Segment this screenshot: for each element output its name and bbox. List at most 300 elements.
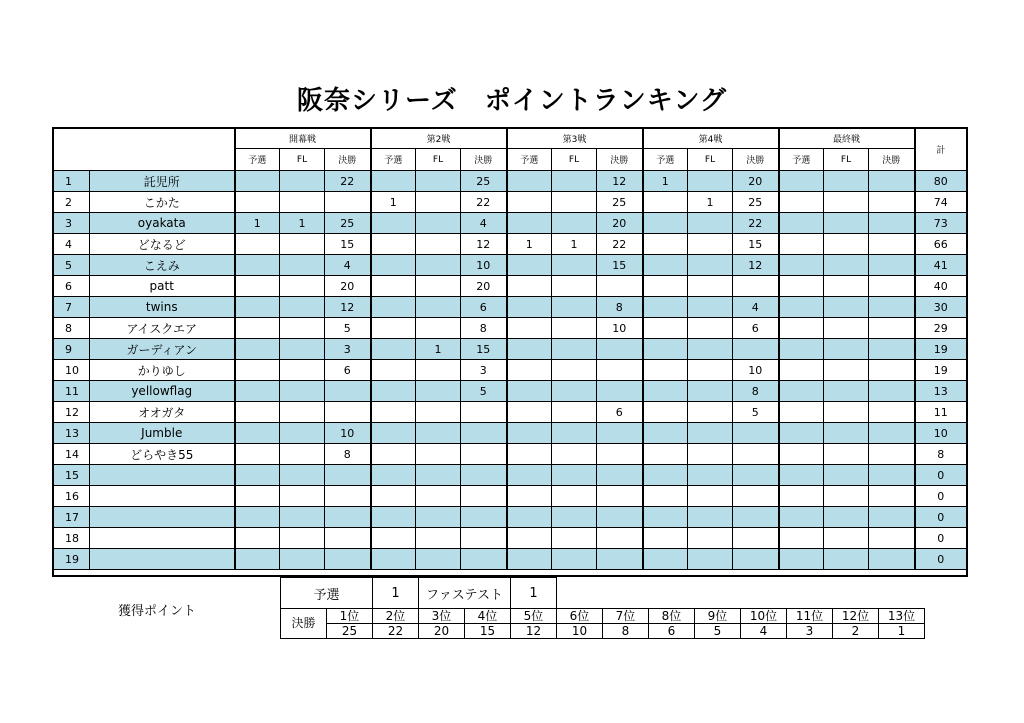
sub-header: 決勝 [325,149,371,171]
points-cell [779,192,824,213]
header-row-events [53,128,967,149]
points-cell [688,339,733,360]
points-cell [688,318,733,339]
points-cell [280,318,325,339]
position-points: 5 [695,624,741,639]
rank-cell: 4 [53,234,90,255]
sub-header: FL [688,149,733,171]
position-label: 8位 [649,609,695,624]
sub-header: FL [416,149,461,171]
points-cell [371,402,416,423]
points-cell: 8 [461,318,507,339]
points-cell [325,465,371,486]
points-cell: 15 [461,339,507,360]
total-cell: 80 [915,171,967,192]
points-cell [824,171,869,192]
points-cell [461,465,507,486]
points-cell: 4 [461,213,507,234]
points-cell [779,549,824,570]
points-cell [235,549,280,570]
points-cell [643,213,688,234]
qualifying-label: 予選 [281,578,373,609]
points-cell [507,192,552,213]
points-cell [461,423,507,444]
points-cell [779,381,824,402]
points-cell [643,549,688,570]
points-cell: 10 [461,255,507,276]
table-row [53,318,967,339]
points-cell [507,507,552,528]
points-cell [688,507,733,528]
points-cell [824,213,869,234]
points-cell [507,339,552,360]
sub-header: 予選 [371,149,416,171]
points-cell [371,297,416,318]
total-cell: 8 [915,444,967,465]
points-cell [824,402,869,423]
sub-header: 予選 [643,149,688,171]
points-cell [235,528,280,549]
points-cell [235,402,280,423]
rank-cell: 9 [53,339,90,360]
points-cell [552,549,597,570]
points-cell [371,528,416,549]
points-cell [643,507,688,528]
points-cell [280,339,325,360]
points-cell [280,360,325,381]
points-cell [597,465,643,486]
position-label: 2位 [373,609,419,624]
points-cell [235,465,280,486]
team-name-cell: twins [90,297,235,318]
points-cell [371,486,416,507]
points-cell [235,507,280,528]
points-cell [779,402,824,423]
points-cell: 25 [597,192,643,213]
position-points: 2 [833,624,879,639]
points-cell [416,297,461,318]
total-cell: 0 [915,528,967,549]
points-cell [325,381,371,402]
points-cell [552,423,597,444]
points-cell [779,213,824,234]
rank-cell: 11 [53,381,90,402]
points-cell [235,171,280,192]
points-cell [416,213,461,234]
total-cell: 30 [915,297,967,318]
points-cell: 1 [416,339,461,360]
points-cell [552,528,597,549]
points-cell [688,423,733,444]
position-points: 8 [603,624,649,639]
points-cell [688,486,733,507]
points-cell [507,318,552,339]
table-row [53,444,967,465]
points-cell [280,234,325,255]
points-cell [552,381,597,402]
table-row [53,528,967,549]
points-cell [733,549,779,570]
points-cell: 15 [597,255,643,276]
team-name-cell: こかた [90,192,235,213]
table-row [53,549,967,570]
points-cell [371,444,416,465]
points-cell: 5 [733,402,779,423]
total-cell: 74 [915,192,967,213]
position-points: 4 [741,624,787,639]
total-cell: 0 [915,486,967,507]
points-cell [461,528,507,549]
points-cell [461,402,507,423]
points-cell [688,234,733,255]
points-cell [235,276,280,297]
total-cell: 10 [915,423,967,444]
event-header: 第4戦 [643,128,779,149]
points-cell [416,423,461,444]
points-cell [824,507,869,528]
points-cell [869,234,915,255]
points-cell [733,423,779,444]
total-header: 計 [915,128,967,171]
points-cell [280,381,325,402]
points-cell [733,276,779,297]
table-row [53,402,967,423]
points-cell [507,171,552,192]
points-cell [597,423,643,444]
points-cell [643,297,688,318]
rank-cell: 2 [53,192,90,213]
table-row [53,255,967,276]
points-cell [643,423,688,444]
position-label: 11位 [787,609,833,624]
points-cell [552,255,597,276]
points-cell [280,423,325,444]
points-cell [371,423,416,444]
points-cell [552,507,597,528]
points-cell [688,276,733,297]
points-cell: 15 [733,234,779,255]
points-cell [869,318,915,339]
points-cell [325,528,371,549]
rank-cell: 17 [53,507,90,528]
points-cell [371,234,416,255]
points-cell [280,171,325,192]
total-cell: 0 [915,507,967,528]
rank-cell: 18 [53,528,90,549]
team-name-cell: 託児所 [90,171,235,192]
event-header: 最終戦 [779,128,915,149]
total-cell: 40 [915,276,967,297]
table-row [53,276,967,297]
points-cell [824,465,869,486]
sub-header: 予選 [507,149,552,171]
points-cell [235,423,280,444]
points-cell: 6 [597,402,643,423]
points-cell [869,255,915,276]
table-row [53,213,967,234]
total-cell: 13 [915,381,967,402]
points-cell [779,423,824,444]
team-name-cell: oyakata [90,213,235,234]
points-cell [280,276,325,297]
points-cell [280,486,325,507]
points-cell [416,507,461,528]
team-name-cell: オオガタ [90,402,235,423]
points-cell [597,444,643,465]
points-cell: 5 [325,318,371,339]
points-cell [280,507,325,528]
points-cell [869,381,915,402]
points-cell [643,255,688,276]
points-cell [869,339,915,360]
sub-header: 決勝 [461,149,507,171]
points-cell [869,276,915,297]
points-cell [461,444,507,465]
table-row [53,486,967,507]
team-name-cell: ガーディアン [90,339,235,360]
team-name-cell: どらやき55 [90,444,235,465]
points-cell [688,381,733,402]
points-cell [235,381,280,402]
points-cell [235,234,280,255]
points-cell: 15 [325,234,371,255]
points-cell [235,444,280,465]
points-cell [507,465,552,486]
total-cell: 73 [915,213,967,234]
points-cell [869,192,915,213]
points-cell [416,465,461,486]
points-cell: 25 [461,171,507,192]
points-cell [643,234,688,255]
total-cell: 0 [915,549,967,570]
points-cell [597,360,643,381]
points-cell [507,486,552,507]
points-cell [461,507,507,528]
position-label: 3位 [419,609,465,624]
points-cell [416,549,461,570]
points-cell [824,423,869,444]
points-cell [779,507,824,528]
points-cell: 22 [597,234,643,255]
rank-cell: 13 [53,423,90,444]
points-cell [552,465,597,486]
points-cell [371,381,416,402]
event-header: 第3戦 [507,128,643,149]
points-cell: 3 [461,360,507,381]
points-cell [552,276,597,297]
points-cell: 20 [461,276,507,297]
team-name-cell: patt [90,276,235,297]
points-cell [507,528,552,549]
points-label: 獲得ポイント [118,604,197,619]
points-cell [371,318,416,339]
points-cell [869,402,915,423]
points-cell [643,444,688,465]
points-cell [824,549,869,570]
table-row [53,360,967,381]
position-points: 1 [879,624,925,639]
header-corner [53,128,235,171]
points-cell: 8 [597,297,643,318]
points-table [280,577,925,639]
points-cell [643,402,688,423]
sub-header: 予選 [235,149,280,171]
rank-cell: 3 [53,213,90,234]
points-cell [371,465,416,486]
points-cell [280,402,325,423]
points-cell [643,465,688,486]
fastest-label: ファステスト [419,578,511,609]
points-cell [779,276,824,297]
final-label: 決勝 [281,609,327,639]
points-cell [688,297,733,318]
points-cell [869,213,915,234]
points-cell [371,255,416,276]
points-cell [733,444,779,465]
sub-header: 予選 [779,149,824,171]
points-cell [779,318,824,339]
rank-cell: 15 [53,465,90,486]
points-cell [643,528,688,549]
points-cell [416,381,461,402]
fastest-value: 1 [511,578,557,609]
sub-header: FL [280,149,325,171]
team-name-cell: Jumble [90,423,235,444]
points-cell [824,276,869,297]
position-label: 9位 [695,609,741,624]
points-cell [416,402,461,423]
table-row [53,192,967,213]
position-points: 12 [511,624,557,639]
sub-header: 決勝 [597,149,643,171]
position-label: 12位 [833,609,879,624]
points-cell [597,507,643,528]
points-cell: 8 [733,381,779,402]
points-cell [779,297,824,318]
points-cell [416,276,461,297]
points-cell [552,213,597,234]
total-cell: 11 [915,402,967,423]
points-cell [280,528,325,549]
points-cell [643,486,688,507]
points-cell [688,171,733,192]
points-cell [507,255,552,276]
points-cell [643,318,688,339]
points-cell: 10 [733,360,779,381]
points-cell [416,234,461,255]
rank-cell: 12 [53,402,90,423]
rank-cell: 10 [53,360,90,381]
total-cell: 29 [915,318,967,339]
points-cell: 20 [733,171,779,192]
rank-cell: 6 [53,276,90,297]
points-cell: 20 [597,213,643,234]
rank-cell: 19 [53,549,90,570]
rank-cell: 8 [53,318,90,339]
points-cell [824,318,869,339]
points-cell: 25 [733,192,779,213]
table-row [53,339,967,360]
position-points: 20 [419,624,465,639]
points-cell: 12 [597,171,643,192]
points-cell [597,381,643,402]
points-cell [869,549,915,570]
points-filler [557,578,925,609]
points-cell [325,507,371,528]
ranking-table [52,127,967,570]
points-cell [688,549,733,570]
points-cell: 1 [280,213,325,234]
points-cell [280,192,325,213]
points-cell [461,486,507,507]
points-cell [325,192,371,213]
points-cell [688,213,733,234]
points-cell [779,255,824,276]
points-cell [733,528,779,549]
points-cell [597,276,643,297]
points-cell [371,276,416,297]
points-cell [597,528,643,549]
total-cell: 19 [915,339,967,360]
points-cell: 6 [733,318,779,339]
position-points: 6 [649,624,695,639]
points-cell: 22 [461,192,507,213]
points-cell [824,360,869,381]
rank-cell: 16 [53,486,90,507]
team-name-cell [90,549,235,570]
points-cell [552,486,597,507]
rank-cell: 7 [53,297,90,318]
points-cell [280,444,325,465]
rank-cell: 5 [53,255,90,276]
points-cell [688,465,733,486]
points-cell [643,276,688,297]
position-points: 25 [327,624,373,639]
sub-header: FL [824,149,869,171]
points-cell [235,486,280,507]
team-name-cell [90,486,235,507]
points-cell [779,486,824,507]
points-cell [869,528,915,549]
points-cell [733,339,779,360]
table-row [53,423,967,444]
sub-header: FL [552,149,597,171]
points-cell [824,528,869,549]
points-cell [869,423,915,444]
points-cell: 6 [461,297,507,318]
team-name-cell [90,528,235,549]
table-row [53,507,967,528]
points-cell [325,549,371,570]
team-name-cell: こえみ [90,255,235,276]
points-cell [371,507,416,528]
points-cell: 12 [461,234,507,255]
team-name-cell: yellowflag [90,381,235,402]
points-cell [869,360,915,381]
points-cell [416,192,461,213]
points-cell [643,339,688,360]
points-cell [552,339,597,360]
points-cell [507,213,552,234]
points-cell: 12 [733,255,779,276]
points-cell [507,549,552,570]
position-points: 3 [787,624,833,639]
total-cell: 66 [915,234,967,255]
team-name-cell [90,465,235,486]
team-name-cell: アイスクエア [90,318,235,339]
points-cell: 22 [733,213,779,234]
sub-header: 決勝 [869,149,915,171]
